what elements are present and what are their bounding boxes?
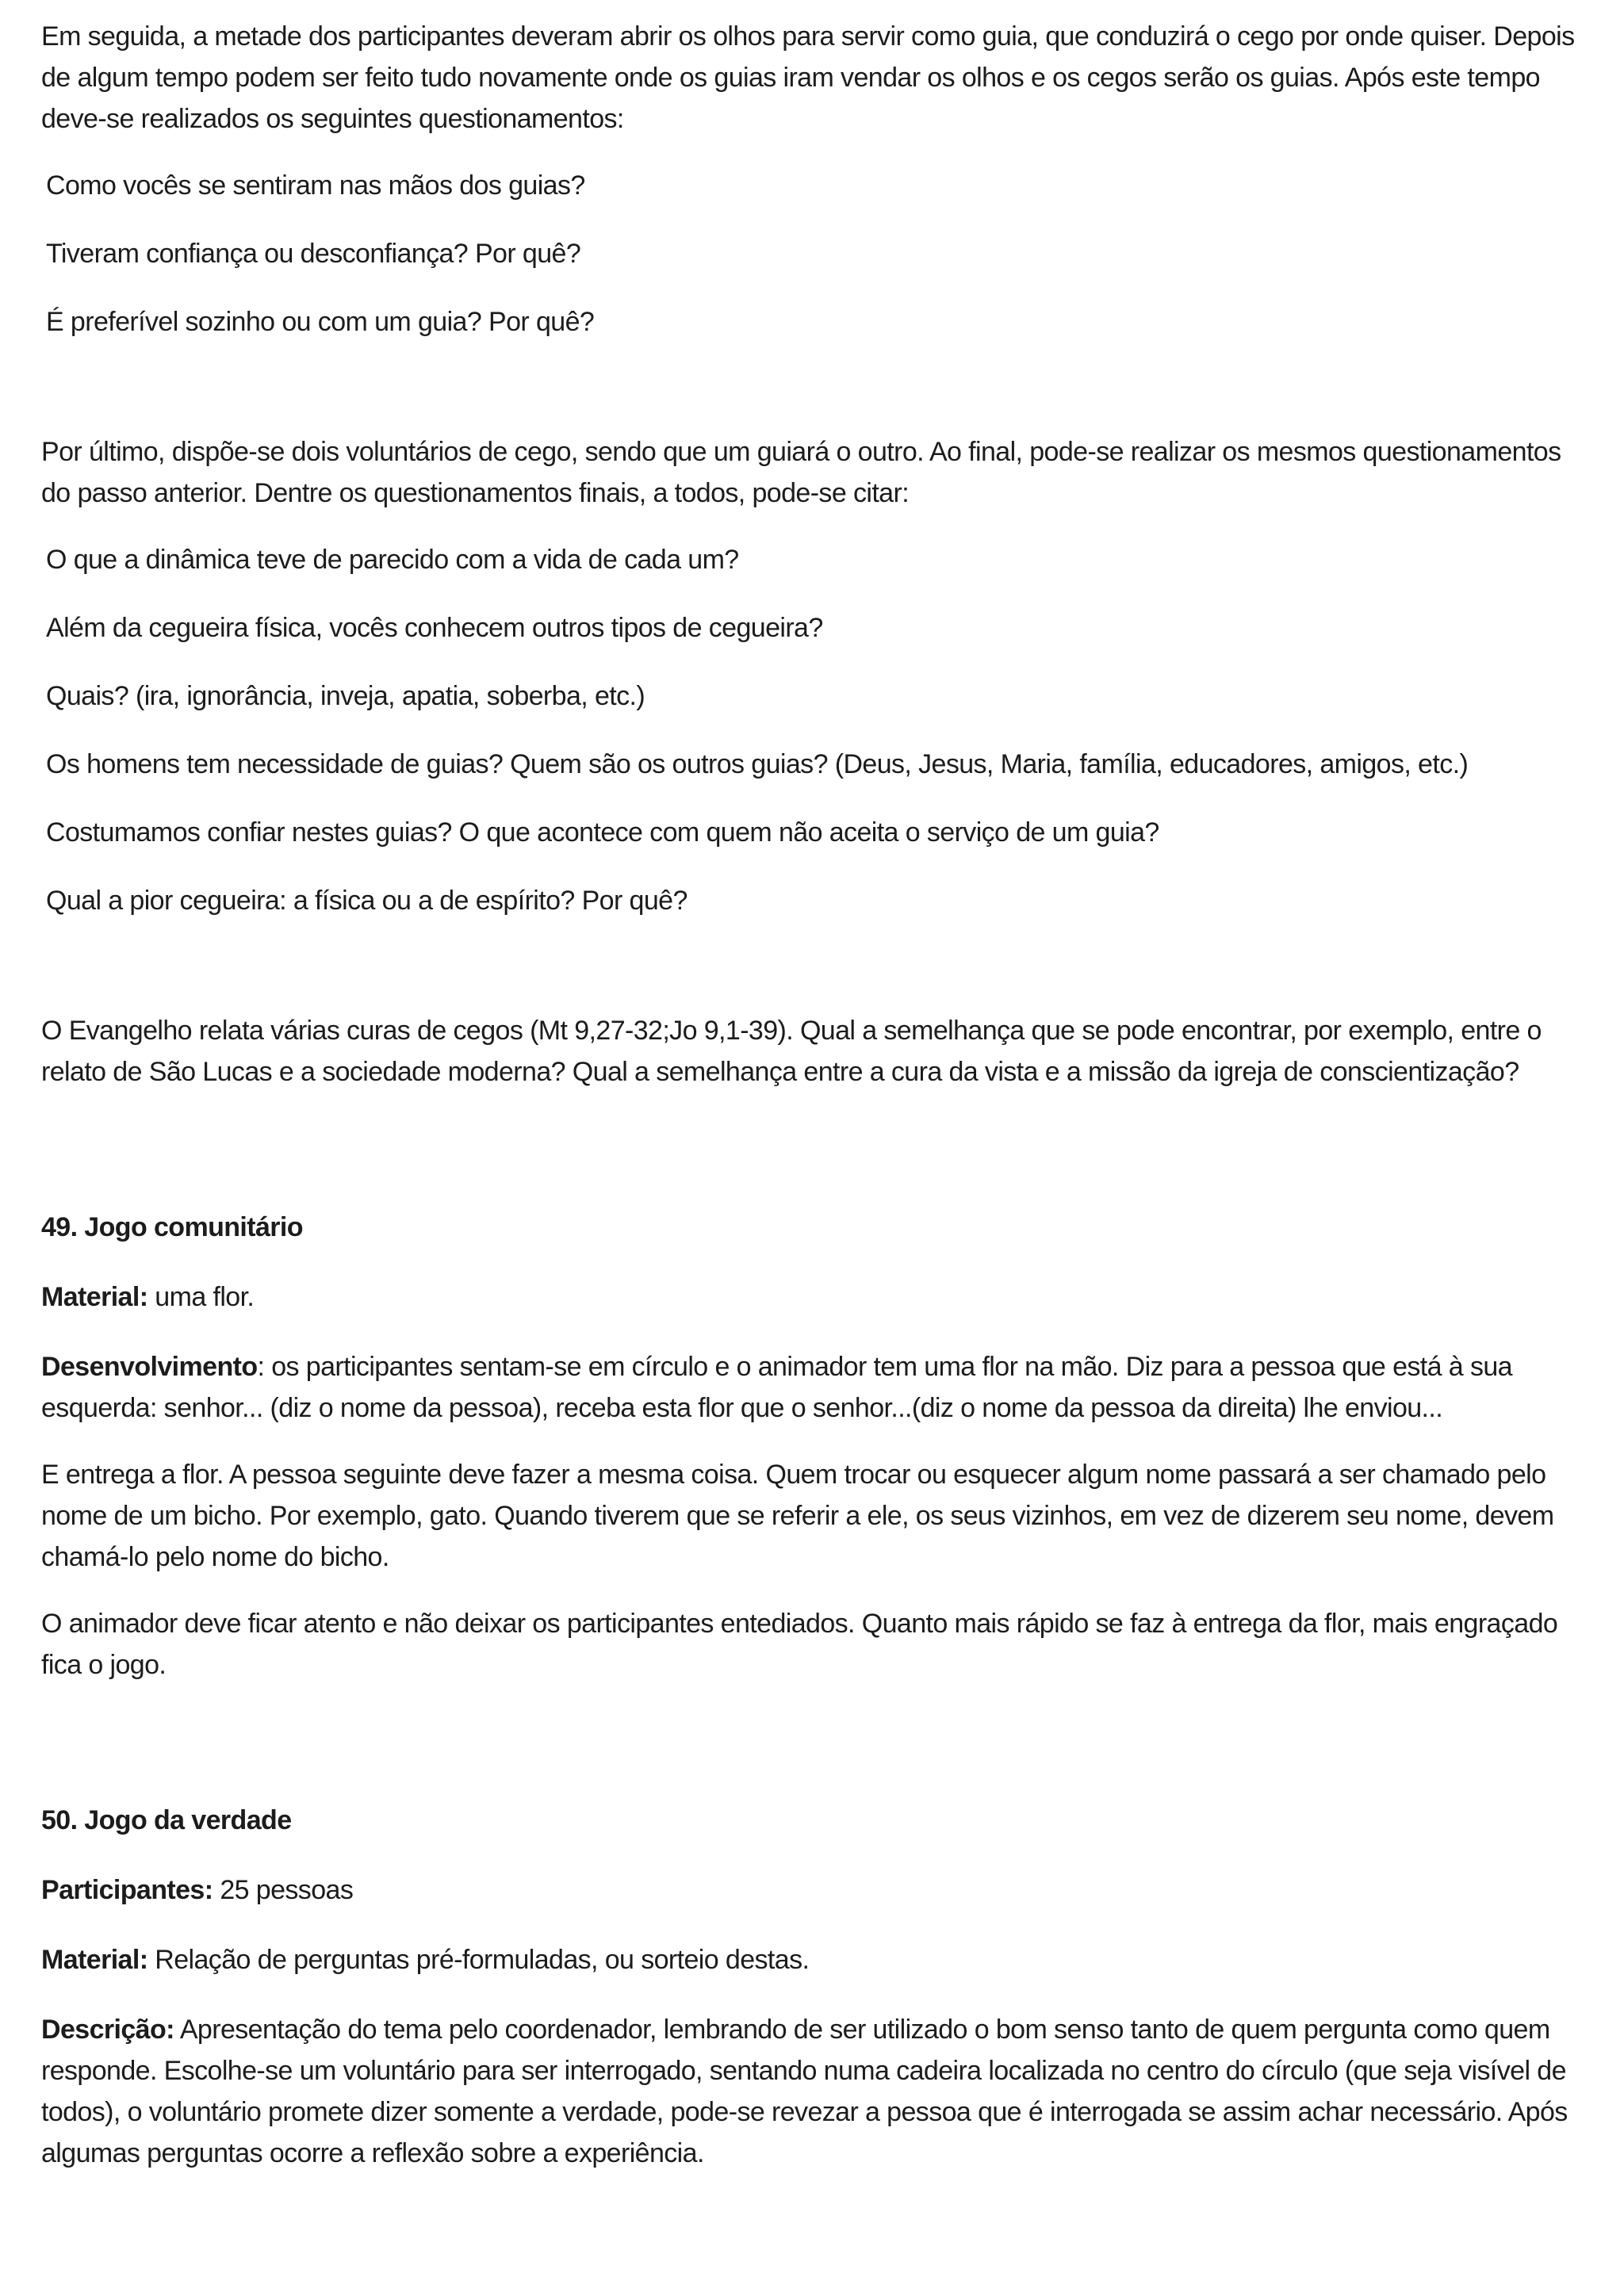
section-50-material <box>41 1939 1595 1980</box>
question-item: O que a dinâmica teve de parecido com a vida de cada um? <box>46 545 739 575</box>
spacer <box>41 1118 1595 1207</box>
description-label: Descrição: <box>41 2015 174 2045</box>
spacer <box>41 342 1595 431</box>
participants-label: Participantes: <box>41 1875 213 1905</box>
section-50-participants <box>41 1869 1595 1911</box>
gospel-paragraph: O Evangelho relata várias curas de cegos (Mt 9,27-32;Jo 9,1-39). Qual a semelhança que se pode encontrar, por exemplo, entre o relato de São Lucas e a sociedade moderna? Qual a semelhança entre a cura da vista e a missão da igreja de conscientização? <box>41 1016 1542 1087</box>
section-49-paragraph-3: O animador deve ficar atento e não deixar os participantes entediados. Quanto mais rápido se faz à entrega da flor, mais engraçado fica o jogo. <box>41 1609 1558 1680</box>
intro-paragraph-2: Por último, dispõe-se dois voluntários de cego, sendo que um guiará o outro. Ao final, pode-se realizar os mesmos questionamentos do passo anterior. Dentre os questionamentos finais, a todos, pode-se citar: <box>41 437 1561 508</box>
question-item: Quais? (ira, ignorância, inveja, apatia, soberba, etc.) <box>46 681 645 711</box>
question-item: Tiveram confiança ou desconfiança? Por quê? <box>46 239 581 269</box>
question-item: Costumamos confiar nestes guias? O que acontece com quem não aceita o serviço de um guia? <box>46 817 1159 848</box>
question-item: Como vocês se sentiram nas mãos dos guias? <box>46 170 585 201</box>
question-item: Qual a pior cegueira: a física ou a de espírito? Por quê? <box>46 886 688 916</box>
material-value: uma flor. <box>155 1282 255 1312</box>
material-label: Material: <box>41 1282 148 1312</box>
section-50-title: 50. Jogo da verdade <box>41 1805 292 1835</box>
question-item: Além da cegueira física, vocês conhecem outros tipos de cegueira? <box>46 613 823 643</box>
section-50-description <box>41 2009 1595 2174</box>
material-label: Material: <box>41 1945 148 1975</box>
development-label: Desenvolvimento <box>41 1352 258 1382</box>
intro-paragraph: Em seguida, a metade dos participantes deveram abrir os olhos para servir como guia, que conduzirá o cego por onde quiser. Depois de algum tempo podem ser feito tudo novamente onde os guias iram vendar os olhos e os cegos serão os guias. Após este tempo deve-se realizados os seguintes questionamentos: <box>41 21 1575 134</box>
development-text: : os participantes sentam-se em círculo e o animador tem uma flor na mão. Diz para a pessoa que está à sua esquerda: senhor... (diz o nome da pessoa), receba esta flor que o senhor...(diz o nome da pessoa da direita) lhe enviou... <box>41 1352 1512 1423</box>
section-49-development <box>41 1346 1595 1429</box>
question-item: É preferível sozinho ou com um guia? Por quê? <box>46 307 595 337</box>
participants-value: 25 pessoas <box>220 1875 354 1905</box>
spacer <box>41 1711 1595 1800</box>
material-value: Relação de perguntas pré-formuladas, ou sorteio destas. <box>155 1945 810 1975</box>
question-item: Os homens tem necessidade de guias? Quem são os outros guias? (Deus, Jesus, Maria, família, educadores, amigos, etc.) <box>46 749 1469 779</box>
spacer <box>41 921 1595 1010</box>
section-49-title: 49. Jogo comunitário <box>41 1212 303 1242</box>
description-text: Apresentação do tema pelo coordenador, lembrando de ser utilizado o bom senso tanto de quem pergunta como quem responde. Escolhe-se um voluntário para ser interrogado, sentando numa cadeira localizada no centro do círculo (que seja visível de todos), o voluntário promete dizer somente a verdade, pode-se revezar a pessoa que é interrogada se assim achar necessário. Após algumas perguntas ocorre a reflexão sobre a experiência. <box>41 2015 1568 2168</box>
section-49-paragraph-2: E entrega a flor. A pessoa seguinte deve fazer a mesma coisa. Quem trocar ou esquecer algum nome passará a ser chamado pelo nome de um bicho. Por exemplo, gato. Quando tiverem que se referir a ele, os seus vizinhos, em vez de dizerem seu nome, devem chamá-lo pelo nome do bicho. <box>41 1460 1554 1572</box>
section-49-material <box>41 1276 1595 1318</box>
document-page <box>41 16 1595 2199</box>
